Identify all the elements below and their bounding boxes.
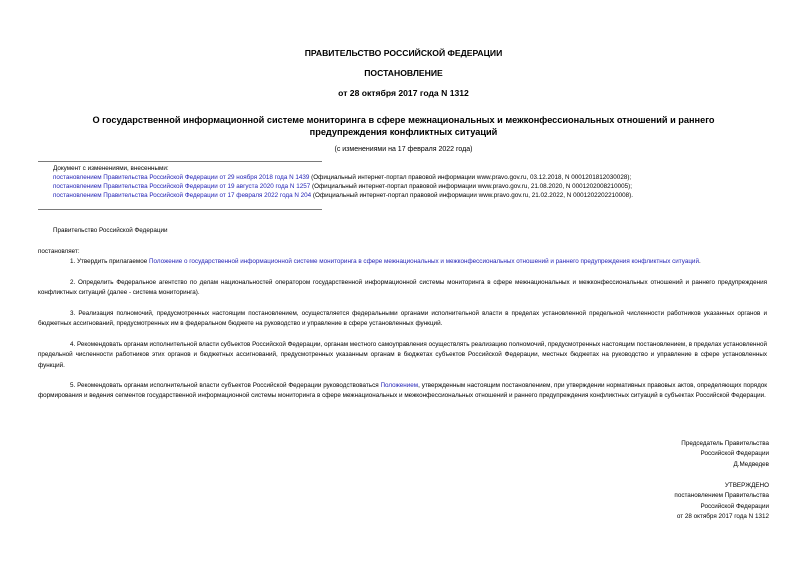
amendment-link[interactable]: постановлением Правительства Российской Федерации от 19 августа 2020 года N 1257: [53, 183, 311, 190]
paragraph-5: 5. Рекомендовать органам исполнительной власти субъектов Российской Федерации руководствоваться Положением, утвержденным настоящим постановлением, при утверждении нормативных правовых актов, определяющих порядок формирования и ведения сегментов государственной информационной системы мониторинга в сфере межнациональных и межконфессиональных отношений и раннего предупреждения конфликтных ситуаций в субъектах Российской Федерации.: [38, 382, 768, 400]
paragraph-4: 4. Рекомендовать органам исполнительной власти субъектов Российской Федерации, органам местного самоуправления осуществлять реализацию полномочий, предусмотренных настоящим постановлением, в пределах установленной предельной численности работников этих органов и бюджетных ассигнований, предусмотренных указанным органам в бюджетах субъектов Российской Федерации, местных бюджетах на руководство и управление в сфере установленных функций.: [38, 341, 767, 369]
approval-block: [560, 481, 769, 522]
signature-block: [560, 439, 769, 470]
government-heading: ПРАВИТЕЛЬСТВО РОССИЙСКОЙ ФЕДЕРАЦИИ: [304, 48, 503, 58]
amendment-link[interactable]: постановлением Правительства Российской Федерации от 17 февраля 2022 года N 204: [53, 192, 312, 199]
authority-text: Правительство Российской Федерации: [53, 227, 168, 234]
amendments-block: [53, 164, 773, 200]
divider-top: [38, 161, 322, 162]
divider-bottom: [38, 209, 322, 210]
paragraph-3: 3. Реализация полномочий, предусмотренных настоящим постановлением, осуществляется федеральными органами исполнительной власти в пределах установленной предельной численности работников указанных органов и бюджетных ассигнований, предусмотренных им в федеральном бюджете на руководство и управление в сфере установленных функций.: [38, 310, 767, 328]
amendment-source: (Официальный интернет-портал правовой информации www.pravo.gov.ru, 03.12.2018, N 0001201812030028);: [309, 174, 632, 181]
amendment-source: (Официальный интернет-портал правовой информации www.pravo.gov.ru, 21.02.2022, N 0001202202210008).: [311, 192, 633, 199]
edition-note: (с изменениями на 17 февраля 2022 года): [334, 146, 473, 153]
amendment-link[interactable]: постановлением Правительства Российской Федерации от 29 ноября 2018 года N 1439: [53, 174, 310, 181]
date-number-heading: от 28 октября 2017 года N 1312: [338, 88, 469, 98]
resolves-text: постановляет:: [38, 248, 80, 255]
document-title: О государственной информационной системе мониторинга в сфере межнациональных и межконфессиональных отношений и раннего предупреждения конфликтных ситуаций: [92, 115, 715, 137]
approval-line: постановлением Правительства: [674, 492, 769, 500]
signature-country: Российской Федерации: [700, 450, 769, 458]
doc-type-heading: ПОСТАНОВЛЕНИЕ: [364, 68, 443, 78]
signature-position: Председатель Правительства: [681, 440, 769, 447]
regulation-link[interactable]: Положение о государственной информационной системе мониторинга в сфере межнациональных и межконфессиональных отношений и раннего предупреждения конфликтных ситуаций: [148, 258, 699, 265]
amendment-item: [53, 173, 773, 182]
amendment-item: [53, 191, 773, 200]
approval-stamp: УТВЕРЖДЕНО: [724, 482, 769, 489]
regulation-link-short[interactable]: Положением: [380, 382, 419, 389]
approval-line: Российской Федерации: [700, 502, 769, 510]
paragraph-2: 2. Определить Федеральное агентство по делам национальностей оператором государственной информационной системы мониторинга в сфере межнациональных и межконфессиональных отношений и раннего предупреждения конфликтных ситуаций (далее - система мониторинга).: [38, 279, 767, 297]
approval-date: от 28 октября 2017 года N 1312: [676, 512, 769, 520]
amendment-source: (Официальный интернет-портал правовой информации www.pravo.gov.ru, 21.08.2020, N 0001202008210005);: [310, 183, 633, 190]
signature-name: Д.Медведев: [733, 460, 769, 468]
amendment-item: [53, 182, 773, 191]
amendments-intro: Документ с изменениями, внесенными:: [53, 165, 169, 172]
paragraph-1: 1. Утвердить прилагаемое Положение о государственной информационной системе мониторинга в сфере межнациональных и межконфессиональных отношений и раннего предупреждения конфликтных ситуаций.: [70, 258, 701, 265]
